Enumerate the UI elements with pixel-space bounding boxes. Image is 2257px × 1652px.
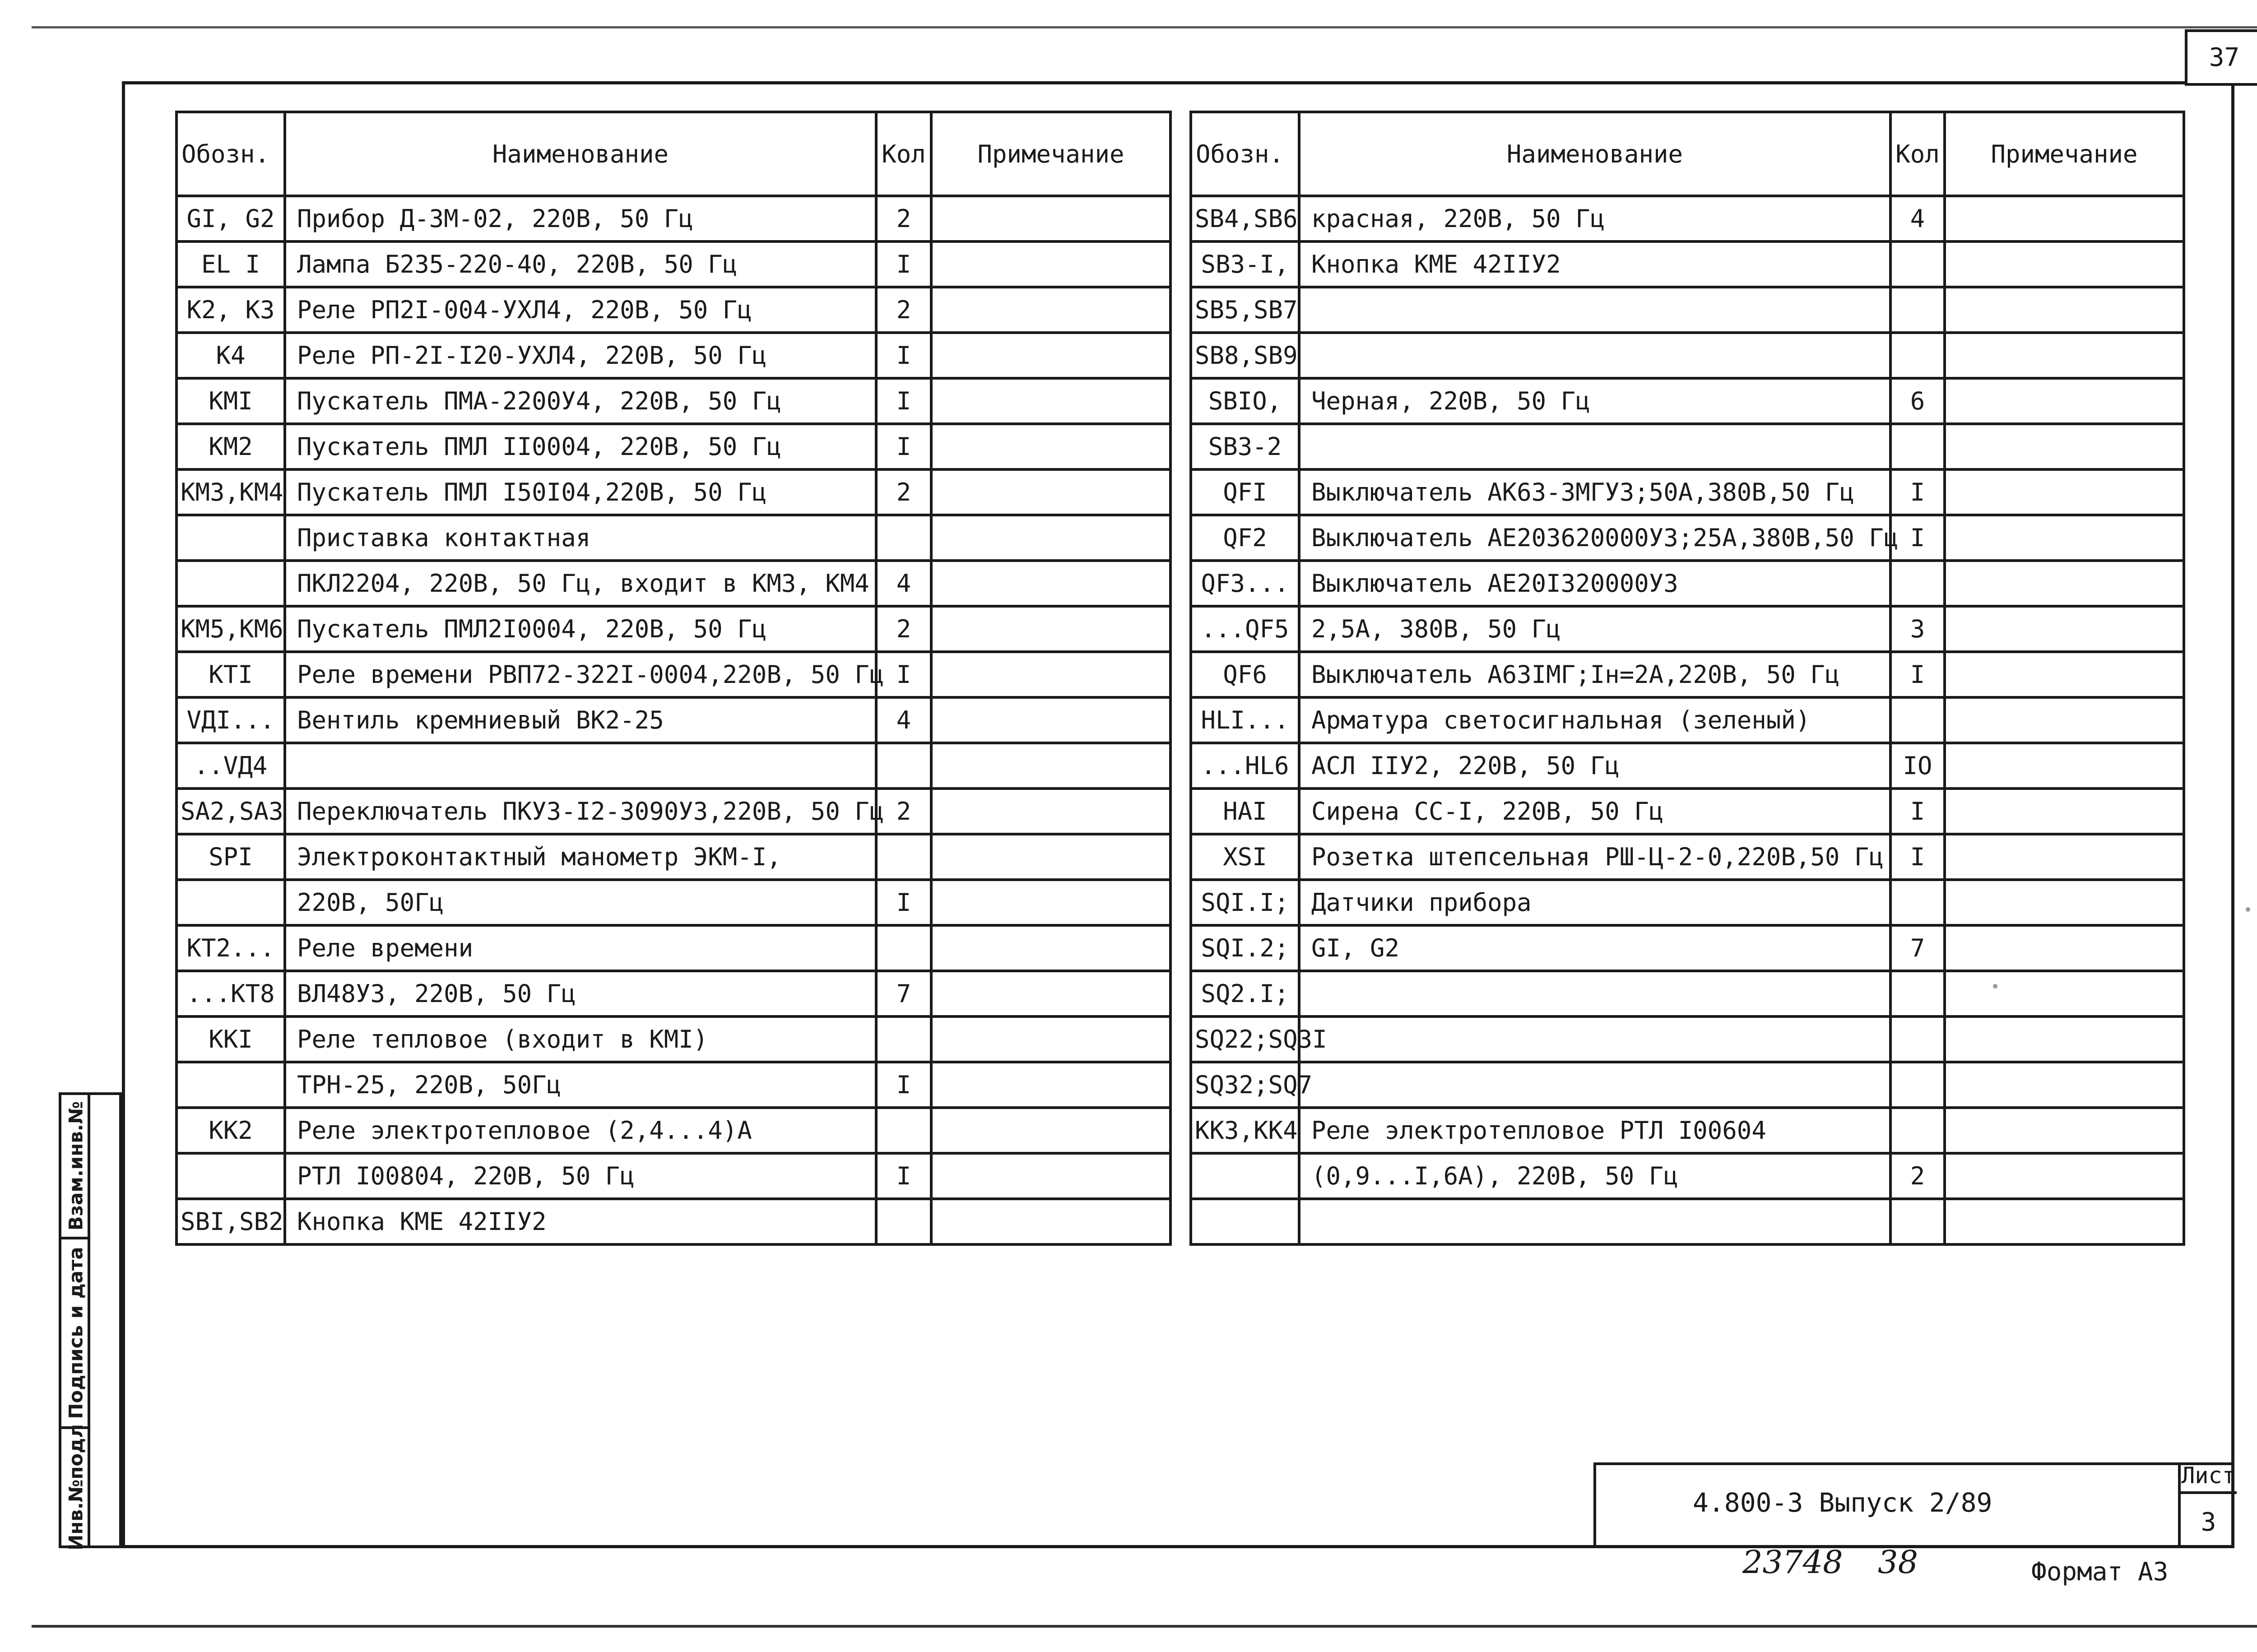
cell-name: 220В, 50Гц xyxy=(285,880,876,925)
cell-code: SBIO, xyxy=(1191,378,1299,424)
cell-qty xyxy=(1890,561,1945,606)
table-row xyxy=(176,880,1170,925)
cell-qty: 4 xyxy=(876,697,931,743)
header-qty: Кол xyxy=(1890,112,1945,196)
cell-code: SA2,SA3 xyxy=(176,789,285,834)
table-row xyxy=(1191,834,2184,880)
cell-name: Розетка штепсельная РШ-Ц-2-0,220В,50 Гц xyxy=(1299,834,1890,880)
cell-note xyxy=(1945,333,2184,378)
cell-note xyxy=(1945,925,2184,971)
cell-code: SB3-2 xyxy=(1191,424,1299,469)
stamp-replace-inv xyxy=(61,1095,90,1239)
table-row xyxy=(176,378,1170,424)
cell-code: SPI xyxy=(176,834,285,880)
cell-code: VДI... xyxy=(176,697,285,743)
table-row xyxy=(176,424,1170,469)
cell-name: GI, G2 xyxy=(1299,925,1890,971)
cell-name xyxy=(1299,1199,1890,1244)
cell-code: ..VД4 xyxy=(176,743,285,789)
table-header-row xyxy=(1191,112,2184,196)
cell-qty xyxy=(876,1016,931,1062)
table-row xyxy=(1191,606,2184,652)
cell-code: KM3,KM4 xyxy=(176,469,285,515)
cell-name: красная, 220В, 50 Гц xyxy=(1299,196,1890,241)
cell-qty xyxy=(876,834,931,880)
cell-code: ...QF5 xyxy=(1191,606,1299,652)
cell-name: Выключатель АК63-3МГУ3;50А,380В,50 Гц xyxy=(1299,469,1890,515)
cell-name: Черная, 220В, 50 Гц xyxy=(1299,378,1890,424)
table-row xyxy=(1191,743,2184,789)
scan-speck xyxy=(1993,984,1997,988)
table-row xyxy=(176,606,1170,652)
cell-note xyxy=(931,789,1170,834)
table-row xyxy=(1191,1016,2184,1062)
cell-note xyxy=(1945,1199,2184,1244)
cell-qty: I xyxy=(876,1062,931,1108)
table-row xyxy=(1191,971,2184,1016)
table-row xyxy=(1191,515,2184,561)
cell-note xyxy=(931,1062,1170,1108)
cell-qty: 7 xyxy=(876,971,931,1016)
table-row xyxy=(1191,561,2184,606)
cell-code: K4 xyxy=(176,333,285,378)
cell-note xyxy=(1945,469,2184,515)
table-row xyxy=(176,561,1170,606)
spec-table-left xyxy=(175,111,1172,1246)
cell-code: SB5,SB7 xyxy=(1191,287,1299,333)
cell-note xyxy=(931,652,1170,697)
table-row xyxy=(1191,424,2184,469)
header-qty: Кол xyxy=(876,112,931,196)
cell-name: ПКЛ2204, 220В, 50 Гц, входит в КМ3, КМ4 xyxy=(285,561,876,606)
table-row xyxy=(176,287,1170,333)
cell-code: KK2 xyxy=(176,1108,285,1153)
cell-qty: 4 xyxy=(876,561,931,606)
cell-note xyxy=(1945,652,2184,697)
cell-code: HAI xyxy=(1191,789,1299,834)
cell-name: АСЛ IIУ2, 220В, 50 Гц xyxy=(1299,743,1890,789)
cell-code: KT2... xyxy=(176,925,285,971)
cell-note xyxy=(1945,971,2184,1016)
cell-code xyxy=(176,880,285,925)
cell-qty: I xyxy=(876,424,931,469)
cell-code xyxy=(176,561,285,606)
cell-code: SQ32;SQ7 xyxy=(1191,1062,1299,1108)
sheet-label: Лист xyxy=(2180,1462,2237,1494)
cell-code: SB3-I, xyxy=(1191,241,1299,287)
cell-note xyxy=(931,561,1170,606)
cell-note xyxy=(1945,789,2184,834)
table-row xyxy=(1191,925,2184,971)
header-note: Примечание xyxy=(1945,112,2184,196)
cell-name: Арматура светосигнальная (зеленый) xyxy=(1299,697,1890,743)
stamp-inv-no-label: Инв.№подл xyxy=(65,1424,87,1550)
table-row xyxy=(1191,241,2184,287)
table-row xyxy=(176,515,1170,561)
cell-note xyxy=(931,971,1170,1016)
table-row xyxy=(176,1153,1170,1199)
table-row xyxy=(1191,789,2184,834)
cell-name xyxy=(1299,971,1890,1016)
cell-name xyxy=(1299,287,1890,333)
cell-code: ...KT8 xyxy=(176,971,285,1016)
cell-code: SQ2.I; xyxy=(1191,971,1299,1016)
cell-qty xyxy=(1890,1016,1945,1062)
cell-name: Реле электротепловое РТЛ I00604 xyxy=(1299,1108,1890,1153)
cell-note xyxy=(1945,743,2184,789)
cell-name: Пускатель ПМЛ I50I04,220В, 50 Гц xyxy=(285,469,876,515)
cell-name: (0,9...I,6А), 220В, 50 Гц xyxy=(1299,1153,1890,1199)
cell-qty: 2 xyxy=(876,606,931,652)
table-row xyxy=(176,196,1170,241)
cell-note xyxy=(1945,561,2184,606)
cell-name xyxy=(1299,424,1890,469)
cell-note xyxy=(931,515,1170,561)
cell-note xyxy=(931,834,1170,880)
cell-name: Реле электротепловое (2,4...4)А xyxy=(285,1108,876,1153)
cell-note xyxy=(1945,834,2184,880)
cell-qty xyxy=(1890,333,1945,378)
cell-note xyxy=(931,287,1170,333)
spec-table-right xyxy=(1189,111,2185,1246)
cell-code xyxy=(176,1062,285,1108)
cell-qty: I xyxy=(1890,834,1945,880)
stamp-signature-date-label: Подпись и дата xyxy=(65,1247,87,1419)
cell-name: 2,5А, 380В, 50 Гц xyxy=(1299,606,1890,652)
table-row xyxy=(1191,469,2184,515)
cell-note xyxy=(1945,697,2184,743)
table-row xyxy=(176,971,1170,1016)
cell-note xyxy=(1945,241,2184,287)
cell-name: Реле тепловое (входит в КМI) xyxy=(285,1016,876,1062)
cell-name: Реле РП2I-004-УХЛ4, 220В, 50 Гц xyxy=(285,287,876,333)
cell-code: K2, K3 xyxy=(176,287,285,333)
cell-qty xyxy=(1890,287,1945,333)
document-code: 4.800-3 Выпуск 2/89 xyxy=(1693,1487,1992,1518)
cell-name: Сирена СС-I, 220В, 50 Гц xyxy=(1299,789,1890,834)
cell-qty: I xyxy=(1890,515,1945,561)
cell-code: QF6 xyxy=(1191,652,1299,697)
cell-qty xyxy=(876,1199,931,1244)
cell-code: HLI... xyxy=(1191,697,1299,743)
cell-qty xyxy=(1890,971,1945,1016)
handwritten-page-number: 38 xyxy=(1878,1544,1918,1581)
cell-qty xyxy=(876,515,931,561)
cell-note xyxy=(1945,1016,2184,1062)
cell-code: KMI xyxy=(176,378,285,424)
cell-code xyxy=(1191,1153,1299,1199)
cell-code: SQI.2; xyxy=(1191,925,1299,971)
cell-code: KK3,KK4 xyxy=(1191,1108,1299,1153)
header-name: Наименование xyxy=(1299,112,1890,196)
cell-note xyxy=(931,333,1170,378)
bottom-edge-rule xyxy=(32,1625,2257,1628)
cell-note xyxy=(931,606,1170,652)
table-header-row xyxy=(176,112,1170,196)
cell-code: KM2 xyxy=(176,424,285,469)
cell-name: Пускатель ПМА-2200У4, 220В, 50 Гц xyxy=(285,378,876,424)
cell-code: EL I xyxy=(176,241,285,287)
cell-code: SQI.I; xyxy=(1191,880,1299,925)
cell-name: Переключатель ПКУ3-I2-3090У3,220В, 50 Гц xyxy=(285,789,876,834)
cell-code: GI, G2 xyxy=(176,196,285,241)
cell-code: QF2 xyxy=(1191,515,1299,561)
cell-note xyxy=(931,424,1170,469)
cell-name: Реле времени xyxy=(285,925,876,971)
cell-qty: 2 xyxy=(876,789,931,834)
cell-note xyxy=(1945,880,2184,925)
cell-note xyxy=(931,697,1170,743)
cell-note xyxy=(931,925,1170,971)
table-row xyxy=(1191,333,2184,378)
cell-qty: I xyxy=(876,1153,931,1199)
cell-qty: I xyxy=(876,652,931,697)
cell-qty: 3 xyxy=(1890,606,1945,652)
cell-name: Лампа Б235-220-40, 220В, 50 Гц xyxy=(285,241,876,287)
header-code: Обозн. xyxy=(176,112,285,196)
cell-qty xyxy=(1890,1108,1945,1153)
table-row xyxy=(1191,287,2184,333)
cell-name xyxy=(1299,1016,1890,1062)
header-note: Примечание xyxy=(931,112,1170,196)
handwritten-number: 23748 xyxy=(1742,1544,1843,1581)
table-row xyxy=(1191,880,2184,925)
cell-code: QFI xyxy=(1191,469,1299,515)
table-row xyxy=(176,1199,1170,1244)
stamp-replace-inv-label: Взам.инв.№ xyxy=(65,1101,87,1231)
cell-qty: 7 xyxy=(1890,925,1945,971)
cell-qty xyxy=(1890,1062,1945,1108)
table-row xyxy=(176,834,1170,880)
table-row xyxy=(176,697,1170,743)
cell-note xyxy=(1945,287,2184,333)
table-row xyxy=(176,469,1170,515)
cell-qty xyxy=(1890,697,1945,743)
cell-note xyxy=(931,378,1170,424)
cell-name: РТЛ I00804, 220В, 50 Гц xyxy=(285,1153,876,1199)
cell-code: ...HL6 xyxy=(1191,743,1299,789)
cell-name: Вентиль кремниевый ВК2-25 xyxy=(285,697,876,743)
cell-name: Реле РП-2I-I20-УХЛ4, 220В, 50 Гц xyxy=(285,333,876,378)
cell-name: Выключатель А63IМГ;Iн=2А,220В, 50 Гц xyxy=(1299,652,1890,697)
spec-table-right-body xyxy=(1191,196,2184,1244)
table-row xyxy=(1191,652,2184,697)
cell-code: KM5,KM6 xyxy=(176,606,285,652)
cell-name: ТРН-25, 220В, 50Гц xyxy=(285,1062,876,1108)
cell-note xyxy=(931,1153,1170,1199)
cell-note xyxy=(1945,1153,2184,1199)
cell-note xyxy=(931,241,1170,287)
cell-qty xyxy=(876,925,931,971)
cell-code xyxy=(1191,1199,1299,1244)
cell-code: QF3... xyxy=(1191,561,1299,606)
header-code: Обозн. xyxy=(1191,112,1299,196)
cell-qty: I xyxy=(1890,469,1945,515)
cell-note xyxy=(931,743,1170,789)
cell-name: Выключатель АЕ203620000У3;25А,380В,50 Гц xyxy=(1299,515,1890,561)
cell-note xyxy=(931,469,1170,515)
cell-name: Датчики прибора xyxy=(1299,880,1890,925)
cell-note xyxy=(1945,1108,2184,1153)
cell-code xyxy=(176,1153,285,1199)
cell-note xyxy=(1945,196,2184,241)
table-row xyxy=(176,333,1170,378)
cell-qty xyxy=(1890,1199,1945,1244)
cell-qty: 2 xyxy=(876,196,931,241)
cell-name xyxy=(285,743,876,789)
table-row xyxy=(1191,196,2184,241)
side-stamp xyxy=(59,1092,122,1548)
cell-name: Кнопка КМЕ 42IIУ2 xyxy=(1299,241,1890,287)
cell-code: XSI xyxy=(1191,834,1299,880)
table-row xyxy=(176,743,1170,789)
table-row xyxy=(176,241,1170,287)
table-row xyxy=(1191,1153,2184,1199)
cell-qty: 2 xyxy=(876,287,931,333)
cell-name: Пускатель ПМЛ II0004, 220В, 50 Гц xyxy=(285,424,876,469)
cell-qty xyxy=(1890,880,1945,925)
cell-qty: 2 xyxy=(1890,1153,1945,1199)
table-row xyxy=(1191,1199,2184,1244)
header-name: Наименование xyxy=(285,112,876,196)
cell-note xyxy=(1945,1062,2184,1108)
cell-qty: I xyxy=(1890,652,1945,697)
cell-note xyxy=(1945,378,2184,424)
cell-code: SQ22;SQ3I xyxy=(1191,1016,1299,1062)
table-row xyxy=(176,1062,1170,1108)
scan-speck xyxy=(2246,907,2250,912)
cell-name: Прибор Д-3М-02, 220В, 50 Гц xyxy=(285,196,876,241)
cell-note xyxy=(931,196,1170,241)
table-row xyxy=(1191,697,2184,743)
cell-code: KKI xyxy=(176,1016,285,1062)
format-label: Формат А3 xyxy=(2031,1557,2169,1587)
cell-qty: 6 xyxy=(1890,378,1945,424)
sheet-number: 3 xyxy=(2201,1508,2216,1537)
cell-qty xyxy=(876,1108,931,1153)
cell-note xyxy=(1945,424,2184,469)
cell-code: SBI,SB2 xyxy=(176,1199,285,1244)
cell-name: Приставка контактная xyxy=(285,515,876,561)
cell-name: Электроконтактный манометр ЭКМ-I, xyxy=(285,834,876,880)
cell-name: Пускатель ПМЛ2I0004, 220В, 50 Гц xyxy=(285,606,876,652)
cell-note xyxy=(931,1199,1170,1244)
table-row xyxy=(176,925,1170,971)
cell-qty: I xyxy=(1890,789,1945,834)
spec-table-left-body xyxy=(176,196,1170,1244)
cell-note xyxy=(931,1016,1170,1062)
cell-qty: 4 xyxy=(1890,196,1945,241)
cell-name: ВЛ48У3, 220В, 50 Гц xyxy=(285,971,876,1016)
cell-qty xyxy=(1890,241,1945,287)
stamp-inv-no xyxy=(61,1424,90,1550)
table-row xyxy=(1191,378,2184,424)
cell-name xyxy=(1299,333,1890,378)
cell-code: SB4,SB6 xyxy=(1191,196,1299,241)
cell-qty xyxy=(1890,424,1945,469)
cell-qty: I xyxy=(876,241,931,287)
cell-code: KTI xyxy=(176,652,285,697)
cell-qty: I xyxy=(876,378,931,424)
table-row xyxy=(176,652,1170,697)
stamp-signature-date xyxy=(61,1239,90,1429)
top-edge-rule xyxy=(32,26,2257,28)
cell-code xyxy=(176,515,285,561)
cell-qty: I xyxy=(876,880,931,925)
cell-note xyxy=(931,880,1170,925)
cell-name: Реле времени РВП72-322I-0004,220В, 50 Гц xyxy=(285,652,876,697)
cell-name: Кнопка КМЕ 42IIУ2 xyxy=(285,1199,876,1244)
table-row xyxy=(176,1016,1170,1062)
table-row xyxy=(176,1108,1170,1153)
cell-qty: I xyxy=(876,333,931,378)
table-row xyxy=(176,789,1170,834)
table-row xyxy=(1191,1062,2184,1108)
cell-note xyxy=(931,1108,1170,1153)
cell-qty: IO xyxy=(1890,743,1945,789)
cell-note xyxy=(1945,606,2184,652)
page-number: 37 xyxy=(2185,29,2257,86)
table-row xyxy=(1191,1108,2184,1153)
cell-name xyxy=(1299,1062,1890,1108)
cell-qty xyxy=(876,743,931,789)
cell-qty: 2 xyxy=(876,469,931,515)
cell-name: Выключатель АЕ20I320000У3 xyxy=(1299,561,1890,606)
cell-code: SB8,SB9 xyxy=(1191,333,1299,378)
cell-note xyxy=(1945,515,2184,561)
